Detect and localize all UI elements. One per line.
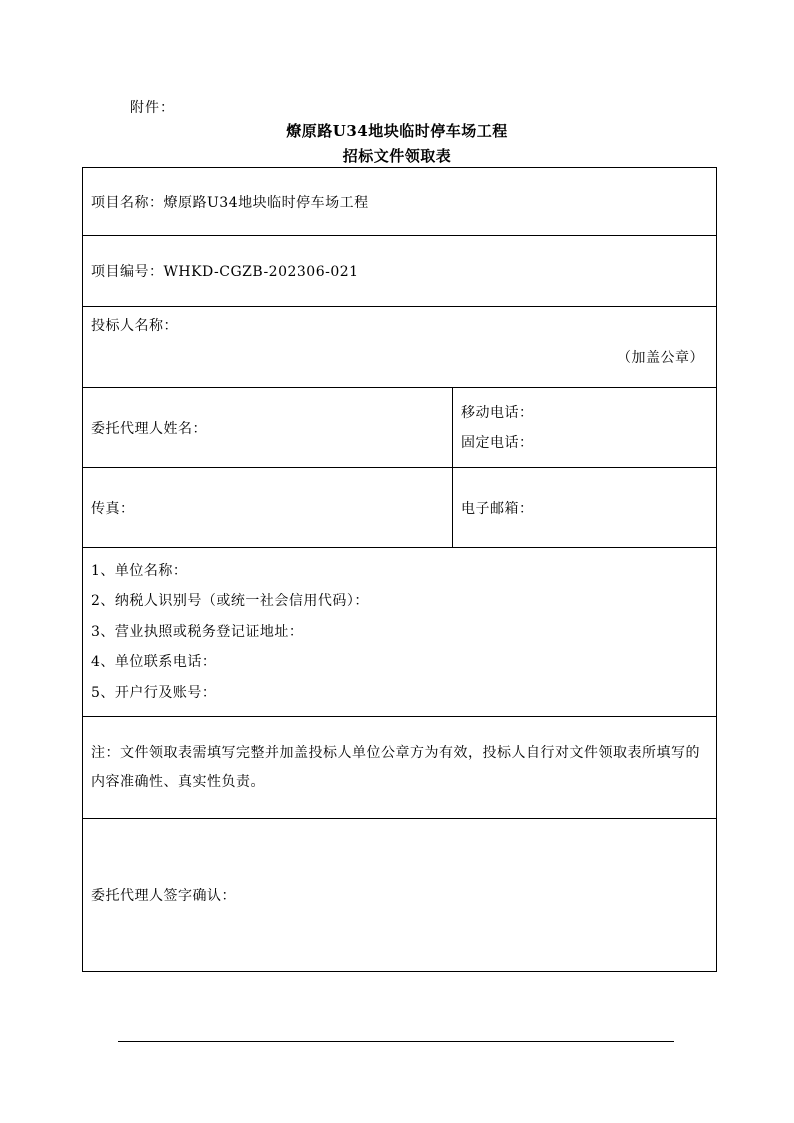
document-title: 燎原路U34地块临时停车场工程: [286, 122, 508, 140]
footer-divider: [118, 1041, 674, 1042]
table-row: [83, 307, 717, 388]
attachment-label: 附件：: [130, 100, 175, 116]
info-item-phone: 4、单位联系电话：: [91, 654, 217, 671]
table-row: [83, 236, 717, 307]
info-item-bank-account: 5、开户行及账号：: [91, 684, 217, 701]
agent-name-field: 委托代理人姓名：: [83, 388, 453, 468]
bidder-name-label: 投标人名称：: [91, 318, 178, 334]
table-row: [83, 548, 717, 717]
table-row: [83, 388, 717, 468]
project-code-field: 项目编号：WHKD-CGZB-202306-021: [83, 236, 717, 307]
info-item-license-address: 3、营业执照或税务登记证地址：: [91, 623, 304, 640]
bidder-name-cell: [83, 307, 717, 388]
mobile-phone-label: 移动电话：: [461, 404, 534, 421]
table-row: [83, 819, 717, 972]
document-subtitle: 招标文件领取表: [342, 147, 452, 165]
table-row: [83, 168, 717, 236]
signature-field: 委托代理人签字确认：: [83, 819, 717, 972]
note-text: 注：文件领取表需填写完整并加盖投标人单位公章方为有效，投标人自行对文件领取表所填写的内容准确性、真实性负责。: [83, 717, 717, 819]
email-field: 电子邮箱：: [453, 468, 717, 548]
table-row: [83, 468, 717, 548]
landline-phone-label: 固定电话：: [461, 434, 534, 451]
registration-form-table: [82, 167, 717, 972]
phone-cell: [453, 388, 717, 468]
table-row: [83, 717, 717, 819]
info-item-tax-id: 2、纳税人识别号（或统一社会信用代码）：: [91, 593, 369, 610]
company-info-cell: [83, 548, 717, 717]
project-name-field: 项目名称：燎原路U34地块临时停车场工程: [83, 168, 717, 236]
stamp-note: （加盖公章）: [617, 350, 704, 366]
fax-field: 传真：: [83, 468, 453, 548]
info-item-company-name: 1、单位名称：: [91, 562, 188, 579]
